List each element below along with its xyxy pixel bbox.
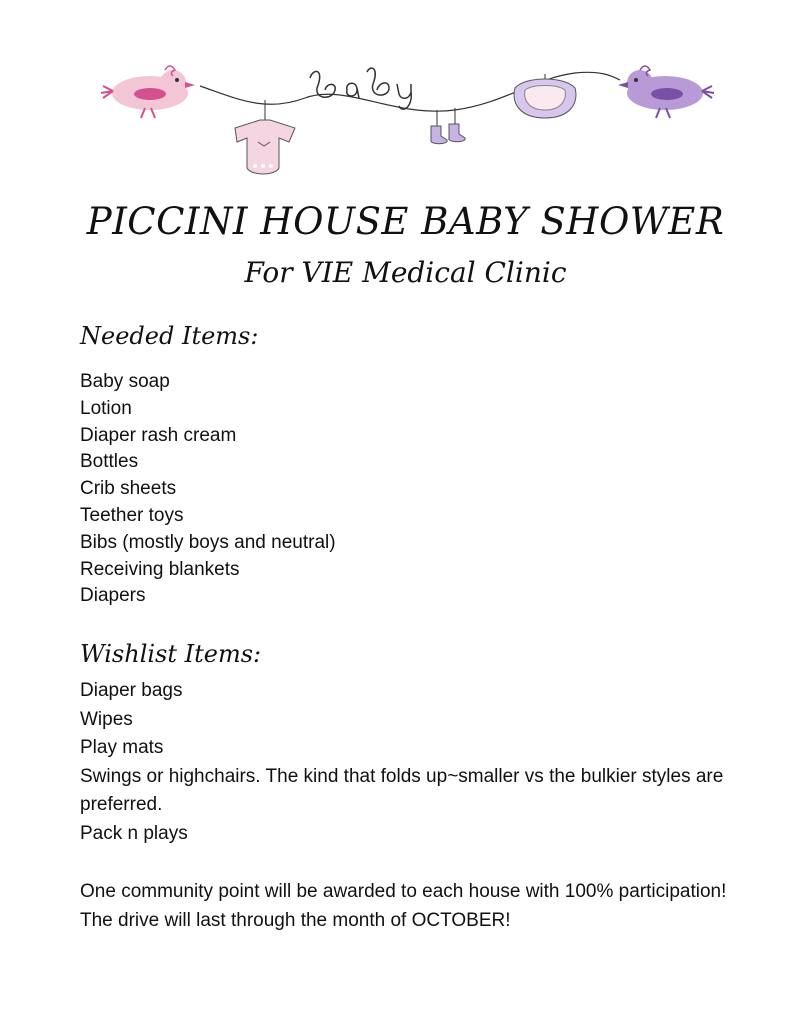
baby-script-word	[310, 68, 411, 109]
list-item: Bottles	[80, 451, 139, 473]
wishlist-items-heading: Wishlist Items:	[80, 640, 262, 668]
page-title: PICCINI HOUSE BABY SHOWER	[86, 200, 725, 243]
needed-items-list	[80, 369, 336, 610]
list-item: Diapers	[80, 585, 146, 607]
pink-bird-icon	[101, 66, 195, 118]
bib-icon	[514, 74, 576, 118]
purple-bird-icon	[618, 66, 714, 118]
needed-items-heading: Needed Items:	[80, 322, 259, 350]
list-item: Pack n plays	[80, 822, 188, 844]
wishlist-items-list	[80, 677, 730, 848]
list-item: Receiving blankets	[80, 558, 240, 580]
onesie-icon	[235, 100, 295, 174]
list-item: Lotion	[80, 397, 132, 419]
list-item: Baby soap	[80, 371, 170, 392]
list-item: Crib sheets	[80, 478, 177, 500]
list-item: Teether toys	[80, 504, 184, 526]
page-subtitle: For VIE Medical Clinic	[244, 256, 567, 289]
list-item: Bibs (mostly boys and neutral)	[80, 531, 336, 553]
list-item: Swings or highchairs. The kind that folds up~smaller vs the bulkier styles are preferred.	[80, 765, 724, 815]
list-item: Diaper rash cream	[80, 424, 237, 446]
baby-banner	[95, 58, 720, 188]
list-item: Wipes	[80, 708, 133, 730]
socks-icon	[431, 108, 465, 144]
participation-note: One community point will be awarded to each house with 100% participation! The drive will last through the month of OCTOBER!	[80, 881, 727, 931]
list-item: Play mats	[80, 737, 164, 758]
list-item: Diaper bags	[80, 680, 183, 701]
